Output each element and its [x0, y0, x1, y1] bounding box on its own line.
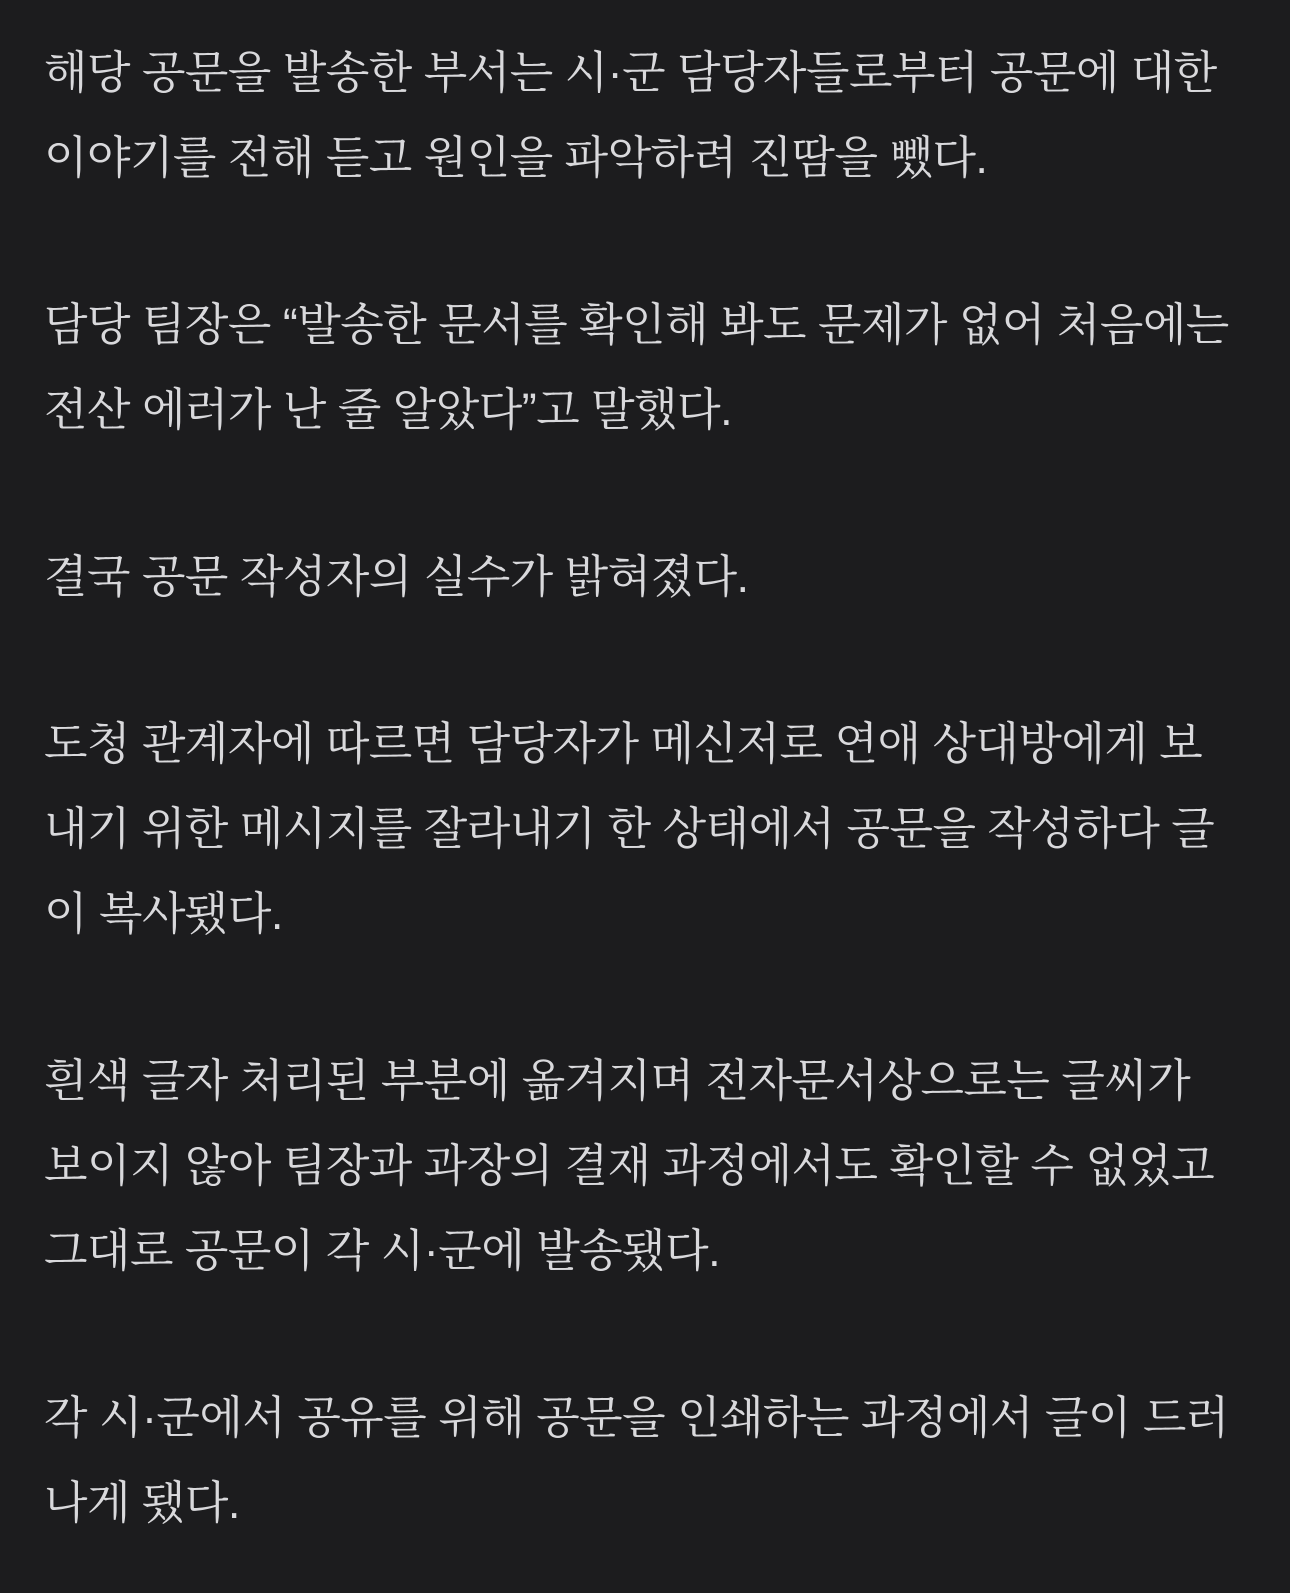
article-paragraph: 흰색 글자 처리된 부분에 옮겨지며 전자문서상으로는 글씨가 보이지 않아 팀장과 과장의 결재 과정에서도 확인할 수 없었고 그대로 공문이 각 시·군에 발송됐다. — [44, 1055, 1215, 1276]
article-paragraph: 도청 관계자에 따르면 담당자가 메신저로 연애 상대방에게 보내기 위한 메시지를 잘라내기 한 상태에서 공문을 작성하다 글이 복사됐다. — [44, 718, 1215, 939]
article-paragraph: 담당 팀장은 “발송한 문서를 확인해 봐도 문제가 없어 처음에는 전산 에러가 난 줄 알았다”고 말했다. — [44, 299, 1229, 435]
article-paragraph: 결국 공문 작성자의 실수가 밝혀졌다. — [44, 551, 749, 602]
article-paragraph: 해당 공문을 발송한 부서는 시·군 담당자들로부터 공문에 대한 이야기를 전해 듣고 원인을 파악하려 진땀을 뺐다. — [44, 47, 1217, 183]
article-paragraph: 각 시·군에서 공유를 위해 공문을 인쇄하는 과정에서 글이 드러나게 됐다. — [44, 1392, 1229, 1528]
